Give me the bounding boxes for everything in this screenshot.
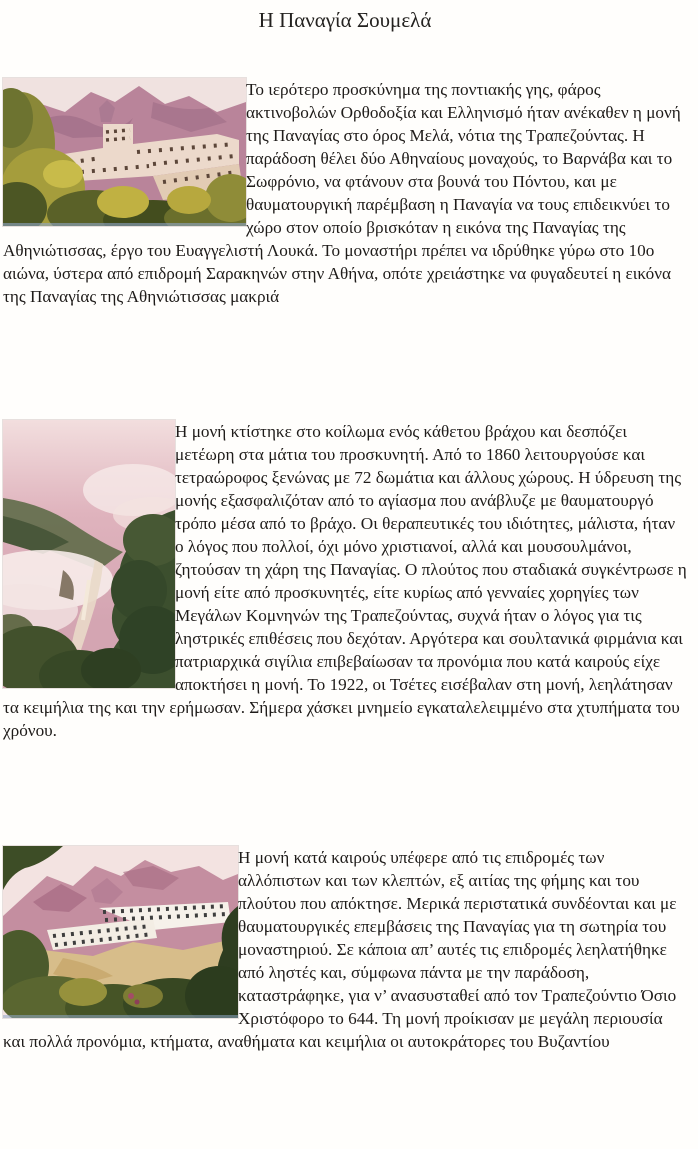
page-title: Η Παναγία Σουμελά: [258, 8, 432, 32]
paragraph-raids: Η μονή κατά καιρούς υπέφερε από τις επιδρομές των αλλόπιστων και των κλεπτών, εξ αιτίας της φήμης και του πλούτου που απόκτησε. Μερικά περιστατικά συνδέονται και με θαυματουργικές επεμβάσεις της Παναγίας για τη σωτηρία του μοναστηριού. Σε κάποια απ’ αυτές τις επιδρομές λεηλατήθηκε από ληστές και, σύμφωνα πάντα με την παράδοση, καταστράφηκε, για ν’ ανασυσταθεί από τον Τραπεζούντιο Όσιο Χριστόφορο το 644. Τη μονή προίκισαν με μεγάλη περιουσία και πολλά προνόμια, κτήματα, αναθήματα και κειμήλια οι αυτοκράτορες του Βυζαντίου: [3, 848, 677, 1051]
paragraph-founding: Το ιερότερο προσκύνημα της ποντιακής γης, φάρος ακτινοβολών Ορθοδοξία και Ελληνισμό ήταν ανέκαθεν η μονή της Παναγίας στο όρος Μελά, νότια της Τραπεζούντας. Η παράδοση θέλει δύο Αθηναίους μοναχούς, το Βαρνάβα και το Σωφρόνιο, να φτάνουν στα βουνά του Πόντου, και με θαυματουργική παρέμβαση η Παναγία να τους επιδεικνύει το χώρο στον οποίο βρισκόταν η εικόνα της Παναγίας της Αθηνιώτισσας, έργο του Ευαγγελιστή Λουκά. Το μοναστήρι πρέπει να ιδρύθηκε γύρω στο 10ο αιώνα, ύστερα από επιδρομή Σαρακηνών στην Αθήνα, οπότε χρειάστηκε να φυγαδευτεί η εικόνα της Παναγίας της Αθηνιώτισσας μακριά: [3, 80, 681, 306]
section-raids: [3, 846, 687, 1053]
section-history: [3, 420, 687, 742]
monastery-on-cliff-photo: [3, 78, 246, 226]
foggy-valley-illustration: [3, 420, 175, 688]
monastery-ruins-mountain-photo: [3, 846, 238, 1018]
section-founding: [3, 78, 687, 308]
monastery-ruins-illustration: [3, 846, 238, 1018]
foggy-valley-waterfall-photo: [3, 420, 175, 688]
paragraph-history: Η μονή κτίστηκε στο κοίλωμα ενός κάθετου βράχου και δεσπόζει μετέωρη στα μάτια του προσκυνητή. Από το 1860 λειτουργούσε και τετραώροφος ξενώνας με 72 δωμάτια και άλλους χώρους. Η ύδρευση της μονής εξασφαλιζόταν από το αγίασμα που ανάβλυζε με θαυματουργό τρόπο μέσα από το βράχο. Οι θεραπευτικές του ιδιότητες, μάλιστα, ήταν ο λόγος που πολλοί, όχι μόνο χριστιανοί, αλλά και μουσουλμάνοι, ζητούσαν τη χάρη της Παναγίας. Ο πλούτος που σταδιακά συγκέντρωσε η μονή είτε από προσκυνητές, είτε κυρίως από γενναίες χορηγίες των Μεγάλων Κομνηνών της Τραπεζούντας, συχνά ήταν ο λόγος για τις ληστρικές επιθέσεις που δεχόταν. Αργότερα και σουλτανικά φιρμάνια και πατριαρχικά σιγίλια επιβεβαίωσαν τα προνόμια που κατά καιρούς είχε αποκτήσει η μονή. Το 1922, οι Τσέτες εισέβαλαν στη μονή, λεηλάτησαν τα κειμήλια της και την ερήμωσαν. Σήμερα χάσκει μνημείο εγκαταλελειμμένο στα χτυπήματα του χρόνου.: [3, 422, 687, 740]
monastery-cliff-illustration: [3, 78, 246, 226]
